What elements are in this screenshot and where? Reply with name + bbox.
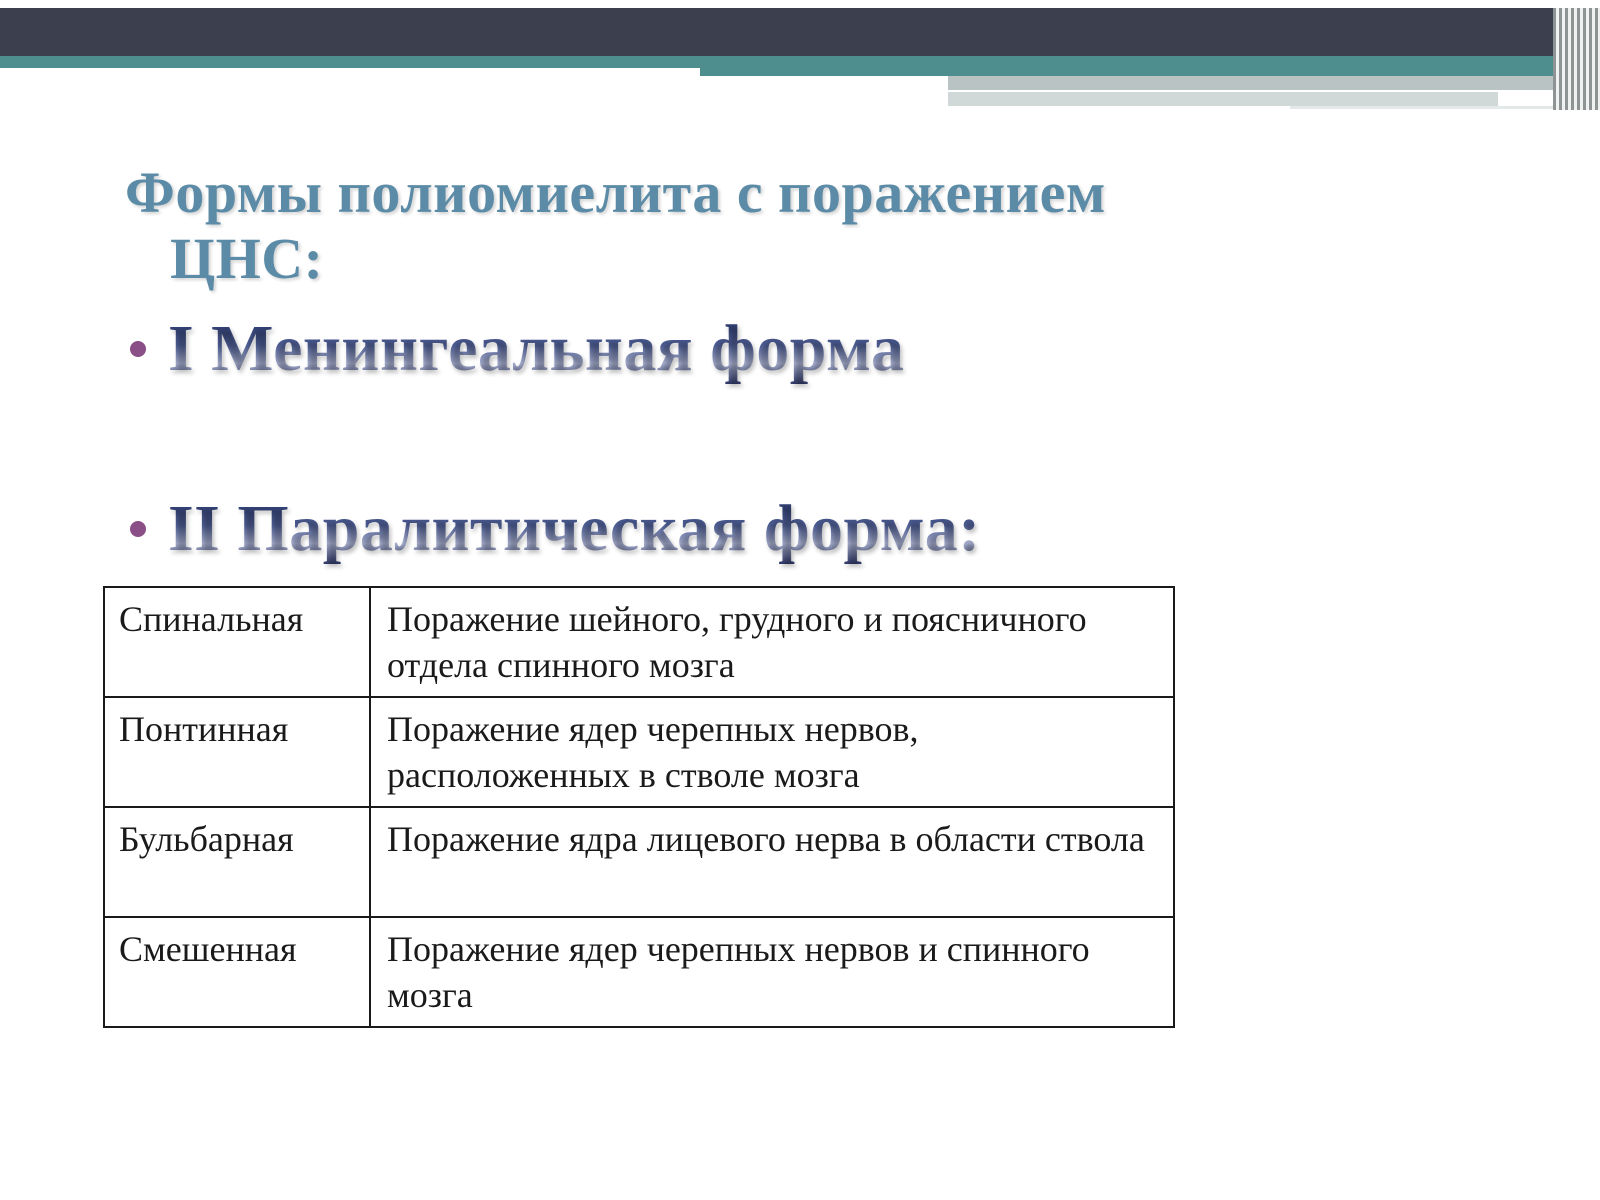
- form-description-cell: Поражение ядер черепных нервов и спинного мозга: [370, 917, 1174, 1027]
- banner-teal-band: [0, 56, 1600, 68]
- form-description-cell: Поражение шейного, грудного и поясничного отдела спинного мозга: [370, 587, 1174, 697]
- form-name-cell: Спинальная: [104, 587, 370, 697]
- slide-title-line1: Формы полиомиелита с поражением: [125, 160, 1106, 225]
- form-description-cell: Поражение ядер черепных нервов, расположенных в стволе мозга: [370, 697, 1174, 807]
- slide-title-line2: ЦНС:: [170, 226, 324, 291]
- form-description-cell: Поражение ядра лицевого нерва в области ствола: [370, 807, 1174, 917]
- form-name-cell: Бульбарная: [104, 807, 370, 917]
- table-row: [104, 807, 1174, 917]
- bullet-paralytic: [130, 493, 981, 565]
- banner-grey-band: [948, 76, 1600, 90]
- form-name-cell: Понтинная: [104, 697, 370, 807]
- bullet-meningeal: [130, 313, 905, 385]
- table-row: [104, 587, 1174, 697]
- slide-header-banner: [0, 0, 1600, 115]
- form-name-cell: Смешенная: [104, 917, 370, 1027]
- bullet-text: I Менингеальная форма: [168, 312, 905, 385]
- bullet-dot: [130, 341, 146, 357]
- slide-title: [125, 160, 1425, 292]
- bullet-dot: [130, 521, 146, 537]
- banner-light-band: [948, 92, 1498, 106]
- table-row: [104, 917, 1174, 1027]
- bullet-text: II Паралитическая форма:: [168, 492, 981, 565]
- paralytic-forms-table: [103, 586, 1175, 1028]
- banner-stripes: [1553, 8, 1600, 110]
- banner-teal-band-right: [700, 68, 1600, 76]
- table-row: [104, 697, 1174, 807]
- banner-dark-band: [0, 8, 1600, 56]
